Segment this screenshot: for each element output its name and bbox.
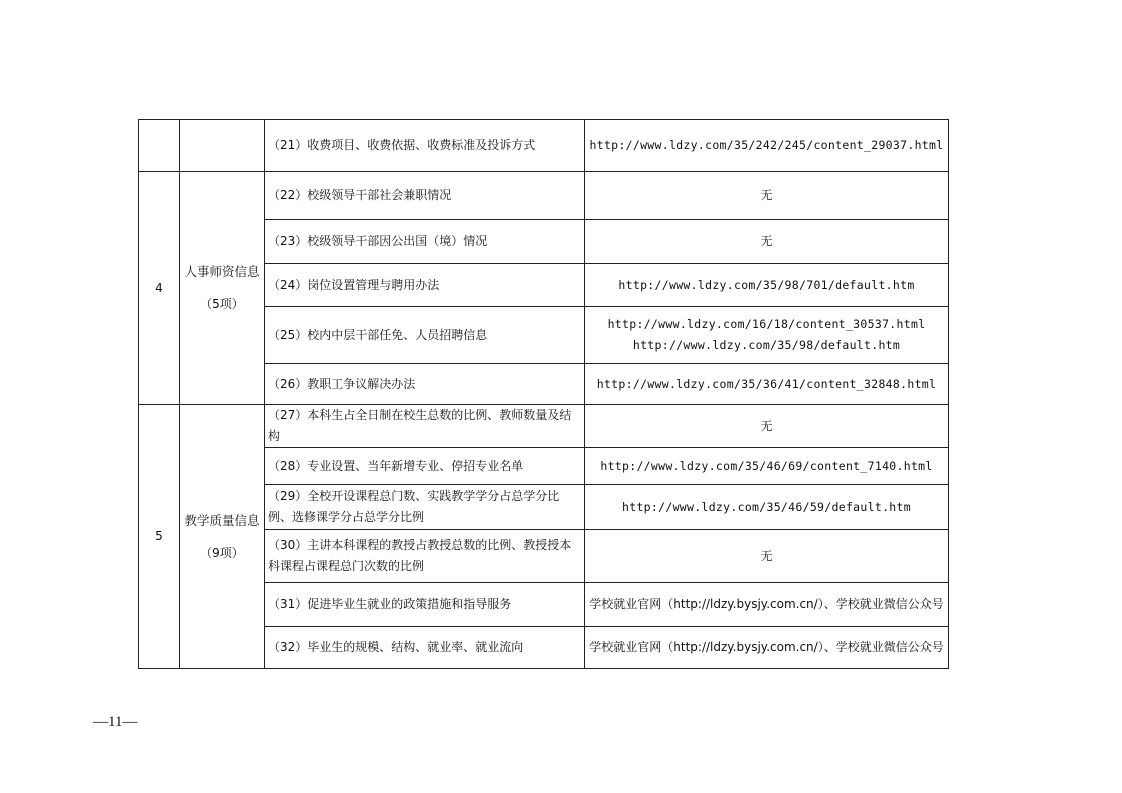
- link-cell: [585, 307, 949, 364]
- link-text[interactable]: http://www.ldzy.com/35/36/41/content_32848.html: [596, 376, 937, 391]
- item-cell: （23）校级领导干部因公出国（境）情况: [265, 220, 585, 264]
- link-cell: [585, 583, 949, 627]
- section-category-cell: [180, 172, 265, 405]
- link-cell: [585, 264, 949, 307]
- item-cell: （22）校级领导干部社会兼职情况: [265, 172, 585, 220]
- link-text[interactable]: http://www.ldzy.com/35/46/59/default.htm: [622, 499, 911, 514]
- link-text[interactable]: http://www.ldzy.com/35/98/701/default.htm: [618, 277, 915, 292]
- link-text[interactable]: 学校就业官网（http://ldzy.bysjy.com.cn/）、学校就业微信公众号: [589, 597, 944, 611]
- link-text[interactable]: http://www.ldzy.com/16/18/content_30537.html: [607, 317, 926, 331]
- item-cell: （27）本科生占全日制在校生总数的比例、教师数量及结构: [265, 405, 585, 448]
- link-cell: [585, 485, 949, 530]
- disclosure-table-body: [139, 120, 949, 669]
- link-text: 无: [760, 234, 773, 248]
- link-cell: [585, 120, 949, 172]
- section-number-cell: [139, 120, 180, 172]
- table-row: [139, 405, 949, 448]
- section-number-cell: 4: [139, 172, 180, 405]
- item-cell: （24）岗位设置管理与聘用办法: [265, 264, 585, 307]
- item-cell: （32）毕业生的规模、结构、就业率、就业流向: [265, 627, 585, 669]
- link-cell: [585, 172, 949, 220]
- section-category-cell: [180, 405, 265, 669]
- item-cell: （25）校内中层干部任免、人员招聘信息: [265, 307, 585, 364]
- link-text[interactable]: http://www.ldzy.com/35/242/245/content_29037.html: [589, 138, 944, 152]
- section-count: （9项）: [200, 545, 244, 560]
- item-cell: （29）全校开设课程总门数、实践教学学分占总学分比例、选修课学分占总学分比例: [265, 485, 585, 530]
- link-text: 无: [760, 188, 773, 202]
- link-text: 无: [760, 548, 773, 563]
- link-cell: [585, 364, 949, 405]
- item-cell: （30）主讲本科课程的教授占教授总数的比例、教授授本科课程占课程总门次数的比例: [265, 530, 585, 583]
- item-cell: （26）教职工争议解决办法: [265, 364, 585, 405]
- section-category: 人事师资信息: [184, 264, 260, 279]
- item-cell: （28）专业设置、当年新增专业、停招专业名单: [265, 448, 585, 485]
- section-category-cell: [180, 120, 265, 172]
- link-text[interactable]: 学校就业官网（http://ldzy.bysjy.com.cn/）、学校就业微信公众号: [589, 640, 944, 654]
- section-category: 教学质量信息: [184, 512, 260, 528]
- link-cell: [585, 530, 949, 583]
- table-row: [139, 172, 949, 220]
- link-text[interactable]: http://www.ldzy.com/35/98/default.htm: [632, 338, 901, 352]
- table-row: [139, 120, 949, 172]
- item-cell: （21）收费项目、收费依据、收费标准及投诉方式: [265, 120, 585, 172]
- item-cell: （31）促进毕业生就业的政策措施和指导服务: [265, 583, 585, 627]
- page-number: —11—: [93, 714, 138, 730]
- link-cell: [585, 627, 949, 669]
- disclosure-table: [138, 119, 949, 669]
- section-number-cell: 5: [139, 405, 180, 669]
- link-cell: [585, 220, 949, 264]
- section-count: （5项）: [200, 297, 244, 311]
- link-text: 无: [760, 418, 773, 433]
- link-cell: [585, 448, 949, 485]
- link-text[interactable]: http://www.ldzy.com/35/46/69/content_7140.html: [600, 458, 933, 473]
- link-cell: [585, 405, 949, 448]
